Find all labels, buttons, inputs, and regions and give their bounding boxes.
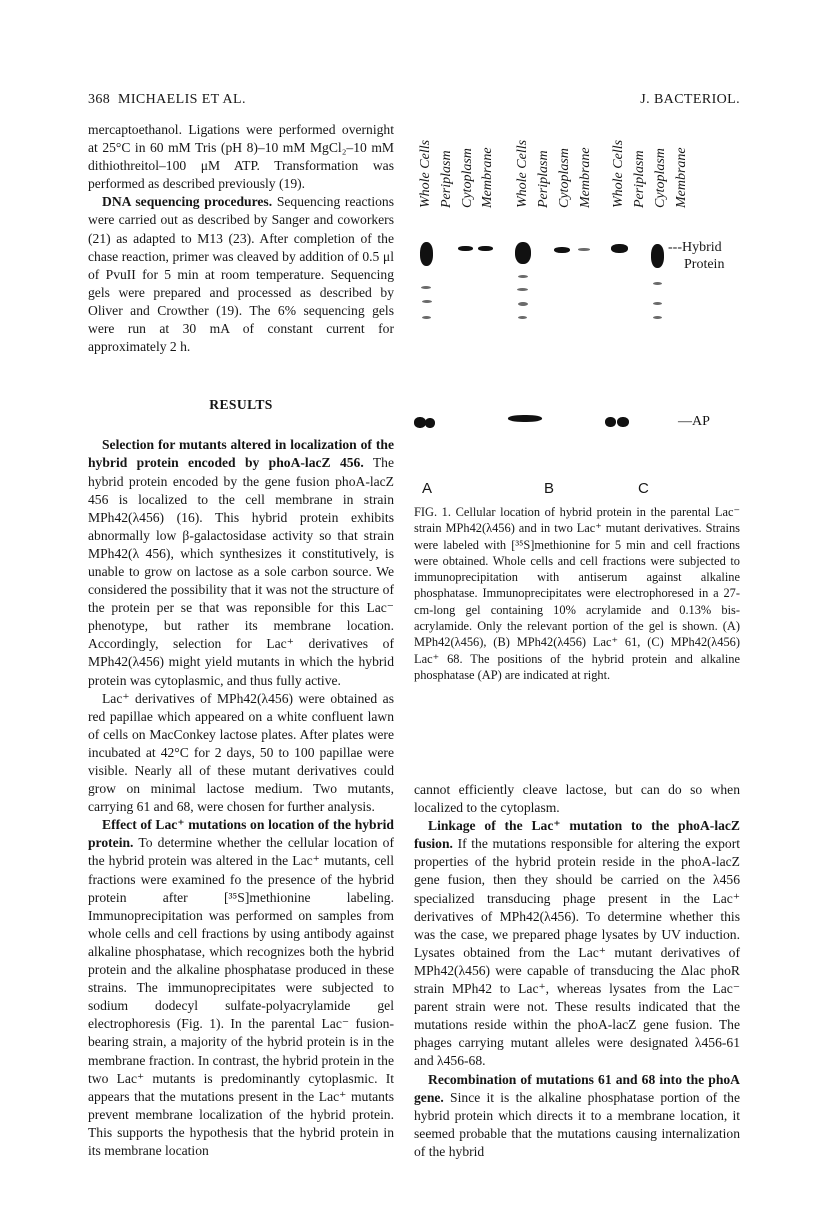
hybrid-marker: ---Hybrid	[668, 240, 722, 255]
journal-name: J. BACTERIOL.	[640, 92, 740, 107]
selection-body: The hybrid protein encoded by the gene fusion phoA-lacZ 456 is localized to the cell membrane in strain MPh42(λ456) (16). This hybrid protein exhibits abnormally low β-galactosidase activity so that strain MPh42(λ 456), which synthesizes it constitutively, is unable to grow on lactose as a sole carbon source. We considered the possibility that it was not the structure of the protein per se that was reponsible for this Lac⁻ phenotype, but rather its membrane location. Accordingly, selection for Lac⁺ derivatives of MPh42(λ456) might yield mutants in which the hybrid protein was cytoplasmic, and thus fully active.	[88, 455, 394, 688]
left-column	[88, 121, 394, 1160]
lane-label-c-periplasm: Periplasm	[632, 150, 647, 208]
linkage-paragraph	[414, 817, 740, 1070]
smear-c-1	[653, 282, 662, 285]
band-c-ap-2	[617, 417, 629, 427]
lane-label-a-membrane: Membrane	[480, 147, 495, 208]
panel-label-c: C	[638, 480, 649, 497]
band-a-membrane-hybrid	[478, 246, 493, 251]
band-b-ap	[508, 415, 542, 422]
recombination-run-in-heading: Recombination of mutations 61 and 68 into the phoA gene.	[414, 1071, 740, 1105]
lane-label-a-cytoplasm: Cytoplasm	[460, 148, 475, 208]
effect-paragraph	[88, 816, 394, 1160]
lane-label-a-periplasm: Periplasm	[439, 150, 454, 208]
caption-text: Cellular location of hybrid protein in the parental Lac⁻ strain MPh42(λ456) and in two Lac⁺ mutant derivatives. Strains were labeled with [³⁵S]methionine for 5 min and cell fractions were obtained. Whole cells and cell fractions were subjected to immunoprecipitation with antiserum against alkaline phosphatase. Immunoprecipitates were electrophoresed in a 27-cm-long gel containing 10% acrylamide and 0.13% bis-acrylamide. Only the relevant portion of the gel is shown. (A) MPh42(λ456), (B) MPh42(λ456) Lac⁺ 61, (C) MPh42(λ456) Lac⁺ 68. The positions of the hybrid protein and alkaline phosphatase (AP) are indicated at right.	[414, 505, 740, 682]
band-b-membrane-hybrid	[578, 248, 590, 251]
lane-label-c-whole-cells: Whole Cells	[611, 139, 626, 208]
panel-label-b: B	[544, 480, 555, 497]
band-c-ap-1	[605, 417, 616, 427]
smear-c-2	[653, 302, 662, 305]
lacplus-paragraph: Lac⁺ derivatives of MPh42(λ456) were obtained as red papillae which appeared on a white confluent lawn of cells on MacConkey lactose plates. After plates were incubated at 42°C for 2 days, 50 to 100 papillae were visible. Nearly all of these mutant derivatives could grow on minimal lactose medium. Two mutants, carrying 61 and 68, were chosen for further analysis.	[88, 690, 394, 815]
effect-body: To determine whether the cellular location of the hybrid protein was altered in the Lac⁺ mutants, cell fractions were examined fo the presence of the hybrid protein after [³⁵S]methionine labeling. Immunoprecipitation was performed on samples from whole cells and cell fractions by using antibody against alkaline phosphatase, which recognizes both the hybrid protein and the alkaline phosphatase produced in these strains. The immunoprecipitates were subjected to sodium dodecyl sulfate-polyacrylamide gel electrophoresis (Fig. 1). In the parental Lac⁻ fusion-bearing strain, a majority of the hybrid protein is in the membrane fraction. In contrast, the hybrid protein in the two Lac⁺ mutants is predominantly cytoplasmic. It appears that the mutations present in the Lac⁺ mutants prevent membrane localization of the hybrid protein. This supports the hypothesis that the hybrid protein in its membrane location	[88, 835, 394, 1158]
band-b-cytoplasm-hybrid	[554, 247, 570, 253]
linkage-run-in-heading: Linkage of the Lac⁺ mutation to the phoA-lacZ fusion.	[414, 818, 740, 852]
sequencing-body: Sequencing reactions were carried out as described by Sanger and coworkers (21) as adapted to M13 (23). After completion of the chase reaction, primer was cleaved by addition of 0.5 μl of PvuII for 5 min at room temperature. Sequencing gels were prepared and processed as described by Oliver and Crowther (19). The 6% sequencing gels were run at 30 mA of constant current for approximately 2 h.	[88, 194, 394, 355]
band-a-ap-2	[425, 418, 435, 428]
lane-label-b-whole-cells: Whole Cells	[515, 139, 530, 208]
ap-marker-label: —AP	[678, 414, 710, 429]
running-header	[88, 92, 740, 114]
band-c-whole-cells-hybrid	[611, 244, 628, 253]
sequencing-paragraph	[88, 193, 394, 356]
caption-label: FIG. 1.	[414, 505, 451, 519]
lane-label-b-cytoplasm: Cytoplasm	[557, 148, 572, 208]
sequencing-run-in-heading: DNA sequencing procedures.	[102, 194, 273, 210]
selection-paragraph	[88, 436, 394, 689]
smear-b-3	[518, 302, 528, 306]
lane-label-c-cytoplasm: Cytoplasm	[653, 148, 668, 208]
lane-label-b-periplasm: Periplasm	[536, 150, 551, 208]
selection-run-in-heading: Selection for mutants altered in localization of the hybrid protein encoded by phoA-lacZ 456.	[88, 437, 394, 471]
panel-label-a: A	[422, 480, 433, 497]
recombination-paragraph	[414, 1071, 740, 1161]
smear-a-2	[422, 300, 432, 303]
protein-marker-label: Protein	[684, 257, 725, 272]
right-column	[414, 781, 740, 1161]
recombination-body: Since it is the alkaline phosphatase portion of the hybrid protein which directs it to a membrane location, it seemed probable that the mutations causing internalization of the hybrid	[414, 1089, 740, 1159]
continuation-paragraph: cannot efficiently cleave lactose, but can do so when localized to the cytoplasm.	[414, 782, 740, 816]
smear-c-3	[653, 316, 662, 319]
effect-run-in-heading: Effect of Lac⁺ mutations on location of the hybrid protein.	[88, 817, 394, 851]
page-number: 368	[88, 92, 111, 107]
figure-1-caption	[414, 504, 740, 683]
smear-b-1	[518, 275, 528, 278]
figure-1-gel	[414, 130, 740, 500]
lane-label-b-membrane: Membrane	[578, 147, 593, 208]
band-b-whole-cells-hybrid	[515, 242, 531, 264]
linkage-body: If the mutations responsible for altering the export properties of the hybrid protein reside in the phoA-lacZ gene fusion, then they should be carried on the λ456 specialized transducing phage present in the Lac⁺ derivatives of MPh42(λ456). To determine whether this was the case, we prepared phage lysates by UV induction. Lysates obtained from the Lac⁺ mutant derivatives of MPh42(λ456) were capable of transducing the Δlac phoR strain MPh42 to Lac⁺, whereas lysates from the Lac⁻ parent strain were not. These results indicated that the mutations reside within the phoA-lacZ gene fusion. The phages carrying mutant alleles were designated λ456-61 and λ456-68.	[414, 836, 740, 1069]
hybrid-marker-label: Hybrid	[682, 240, 722, 255]
methods-paragraph-end: mercaptoethanol. Ligations were performed overnight at 25°C in 60 mM Tris (pH 8)–10 mM MgCl₂–10 mM dithiothreitol–100 μM ATP. Transformation was performed as described previously (19).	[88, 122, 394, 192]
results-heading: RESULTS	[209, 397, 273, 413]
smear-a-1	[421, 286, 431, 289]
lane-label-a-whole-cells: Whole Cells	[418, 139, 433, 208]
band-c-cytoplasm-hybrid	[651, 244, 664, 268]
smear-b-2	[517, 288, 528, 291]
band-a-whole-cells-hybrid	[420, 242, 433, 266]
band-a-cytoplasm-hybrid	[458, 246, 473, 251]
smear-a-3	[422, 316, 431, 319]
smear-b-4	[518, 316, 527, 319]
lane-label-c-membrane: Membrane	[674, 147, 689, 208]
running-authors: MICHAELIS ET AL.	[118, 92, 246, 107]
